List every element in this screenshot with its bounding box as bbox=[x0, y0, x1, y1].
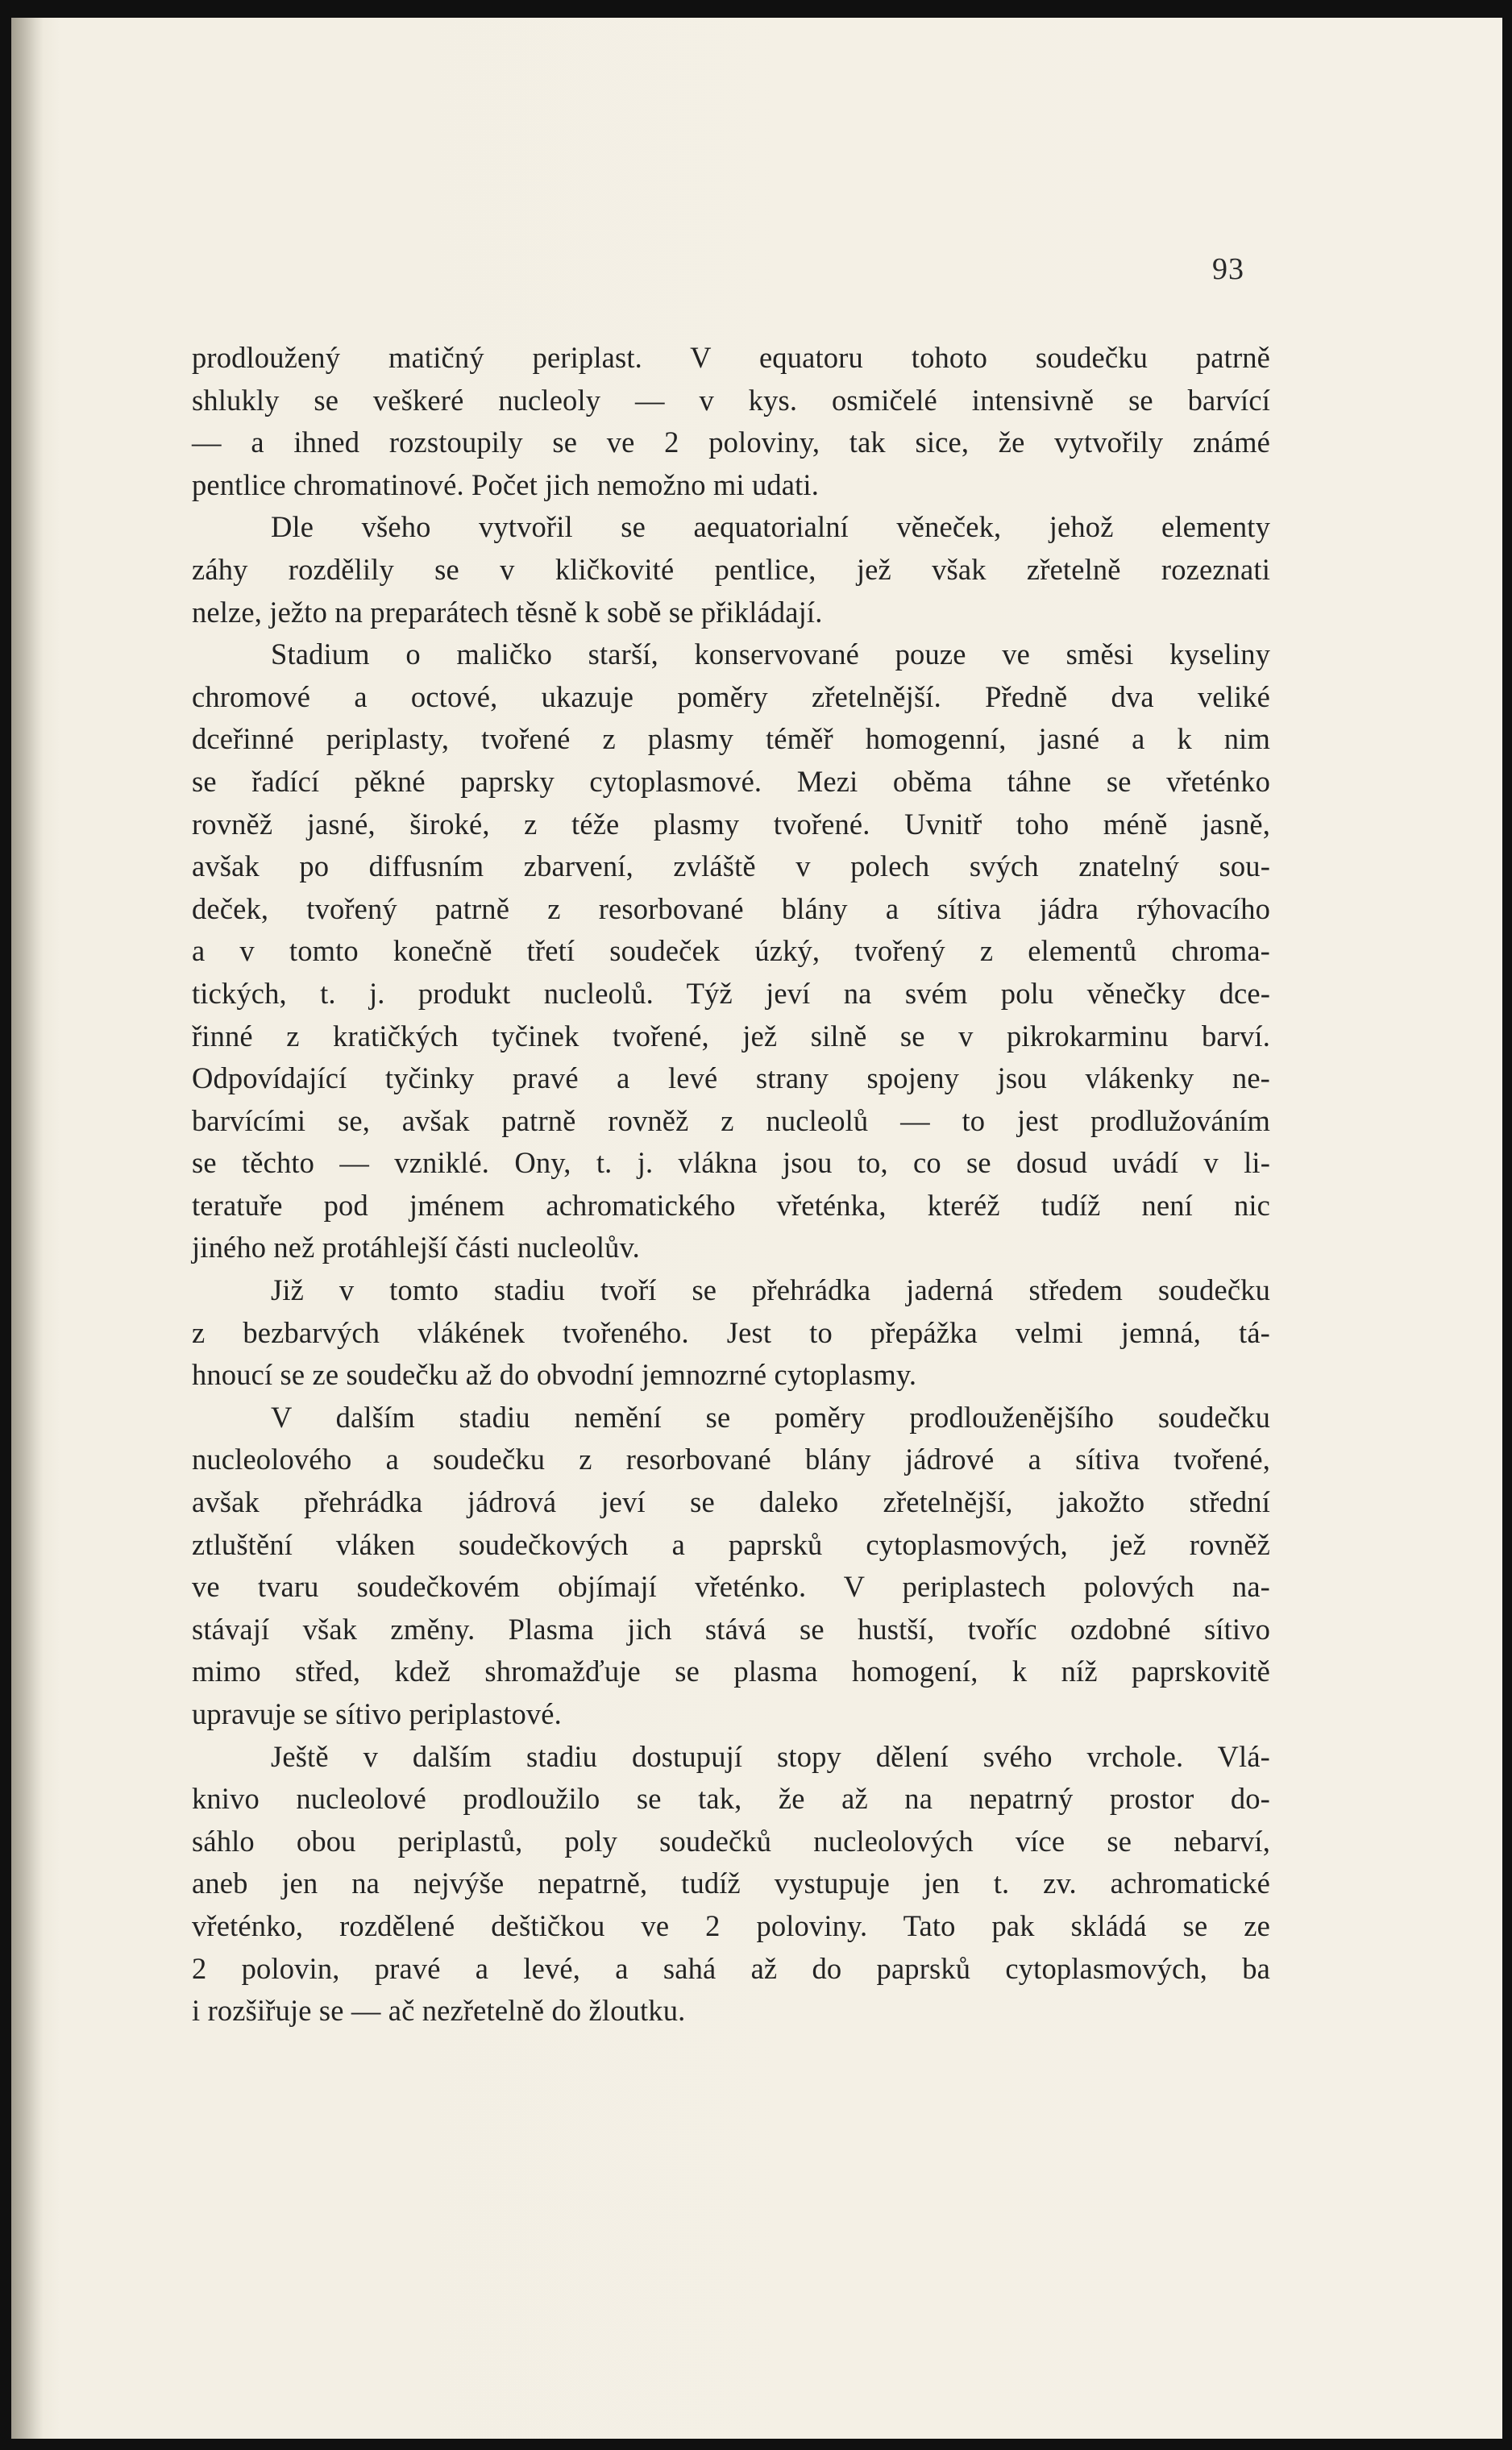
paragraph-5 bbox=[192, 1397, 1270, 1736]
text-line: Ještě v dalším stadiu dostupují stopy dělení svého vrchole. Vlá- bbox=[271, 1739, 1270, 1773]
text-line: knivo nucleolové prodloužilo se tak, že až na nepatrný prostor do- bbox=[192, 1782, 1270, 1816]
text-line: jiného než protáhlejší části nucleolův. bbox=[192, 1231, 640, 1264]
paragraph-1 bbox=[192, 337, 1270, 506]
text-line: a v tomto konečně třetí soudeček úzký, tvořený z elementů chroma- bbox=[192, 934, 1270, 968]
text-line: pentlice chromatinové. Počet jich nemožno mi udati. bbox=[192, 467, 819, 501]
text-line: chromové a octové, ukazuje poměry zřetelnější. Předně dva veliké bbox=[192, 679, 1270, 713]
paragraph-3 bbox=[192, 633, 1270, 1269]
text-line: Dle všeho vytvořil se aequatorialní věneček, jehož elementy bbox=[271, 510, 1270, 544]
text-line: avšak po diffusním zbarvení, zvláště v polech svých znatelný sou- bbox=[192, 849, 1270, 883]
text-line: avšak přehrádka jádrová jeví se daleko zřetelnější, jakožto střední bbox=[192, 1485, 1270, 1519]
text-line: ve tvaru soudečkovém objímají vřeténko. V periplastech polových na- bbox=[192, 1570, 1270, 1604]
text-line: z bezbarvých vlákének tvořeného. Jest to přepážka velmi jemná, tá- bbox=[192, 1315, 1270, 1349]
text-line: prodloužený matičný periplast. V equatoru tohoto soudečku patrně bbox=[192, 341, 1270, 374]
text-line: vřeténko, rozdělené deštičkou ve 2 poloviny. Tato pak skládá se ze bbox=[192, 1908, 1270, 1942]
text-line: záhy rozdělily se v kličkovité pentlice, jež však zřetelně rozeznati bbox=[192, 552, 1270, 586]
text-line: se těchto — vzniklé. Ony, t. j. vlákna jsou to, co se dosud uvádí v li- bbox=[192, 1146, 1270, 1180]
paragraph-6 bbox=[192, 1736, 1270, 2033]
text-line: mimo střed, kdež shromažďuje se plasma homogení, k níž paprskovitě bbox=[192, 1655, 1270, 1688]
text-line: sáhlo obou periplastů, poly soudečků nucleolových více se nebarví, bbox=[192, 1824, 1270, 1858]
text-line: aneb jen na nejvýše nepatrně, tudíž vystupuje jen t. zv. achromatické bbox=[192, 1867, 1270, 1900]
binding-shadow bbox=[11, 18, 44, 2439]
text-line: teratuře pod jménem achromatického vřeténka, kteréž tudíž není nic bbox=[192, 1188, 1270, 1222]
text-line: nucleolového a soudečku z resorbované blány jádrové a sítiva tvořené, bbox=[192, 1443, 1270, 1476]
text-line: Stadium o maličko starší, konservované pouze ve směsi kyseliny bbox=[271, 637, 1270, 671]
text-line: barvícími se, avšak patrně rovněž z nucleolů — to jest prodlužováním bbox=[192, 1103, 1270, 1137]
text-line: Již v tomto stadiu tvoří se přehrádka jaderná středem soudečku bbox=[271, 1273, 1270, 1307]
text-line: řinné z kratičkých tyčinek tvořené, jež silně se v pikrokarminu barví. bbox=[192, 1019, 1270, 1053]
paragraph-4 bbox=[192, 1269, 1270, 1397]
text-line: tických, t. j. produkt nucleolů. Týž jeví na svém polu věnečky dce- bbox=[192, 976, 1270, 1010]
page-number: 93 bbox=[1212, 252, 1244, 286]
body-text bbox=[192, 337, 1270, 2033]
text-line: — a ihned rozstoupily se ve 2 poloviny, tak sice, že vytvořily známé bbox=[192, 426, 1270, 459]
text-line: V dalším stadiu nemění se poměry prodlouženějšího soudečku bbox=[271, 1400, 1270, 1434]
text-line: upravuje se sítivo periplastové. bbox=[192, 1697, 562, 1730]
text-line: i rozšiřuje se — ač nezřetelně do žloutku. bbox=[192, 1994, 686, 2028]
text-line: stávají však změny. Plasma jich stává se hustší, tvoříc ozdobné sítivo bbox=[192, 1612, 1270, 1646]
text-line: dceřinné periplasty, tvořené z plasmy téměř homogenní, jasné a k nim bbox=[192, 722, 1270, 756]
text-line: shlukly se veškeré nucleoly — v kys. osmičelé intensivně se barvící bbox=[192, 383, 1270, 417]
book-page bbox=[11, 18, 1502, 2439]
text-line: rovněž jasné, široké, z téže plasmy tvořené. Uvnitř toho méně jasně, bbox=[192, 807, 1270, 841]
text-line: hnoucí se ze soudečku až do obvodní jemnozrné cytoplasmy. bbox=[192, 1358, 917, 1392]
text-line: nelze, ježto na preparátech těsně k sobě se přikládají. bbox=[192, 595, 823, 629]
paragraph-2 bbox=[192, 506, 1270, 633]
text-line: ztluštění vláken soudečkových a paprsků cytoplasmových, jež rovněž bbox=[192, 1527, 1270, 1561]
text-line: deček, tvořený patrně z resorbované blány a sítiva jádra rýhovacího bbox=[192, 891, 1270, 925]
text-line: se řadící pěkné paprsky cytoplasmové. Mezi oběma táhne se vřeténko bbox=[192, 764, 1270, 798]
text-line: 2 polovin, pravé a levé, a sahá až do paprsků cytoplasmových, ba bbox=[192, 1951, 1270, 1985]
text-line: Odpovídající tyčinky pravé a levé strany spojeny jsou vlákenky ne- bbox=[192, 1061, 1270, 1095]
